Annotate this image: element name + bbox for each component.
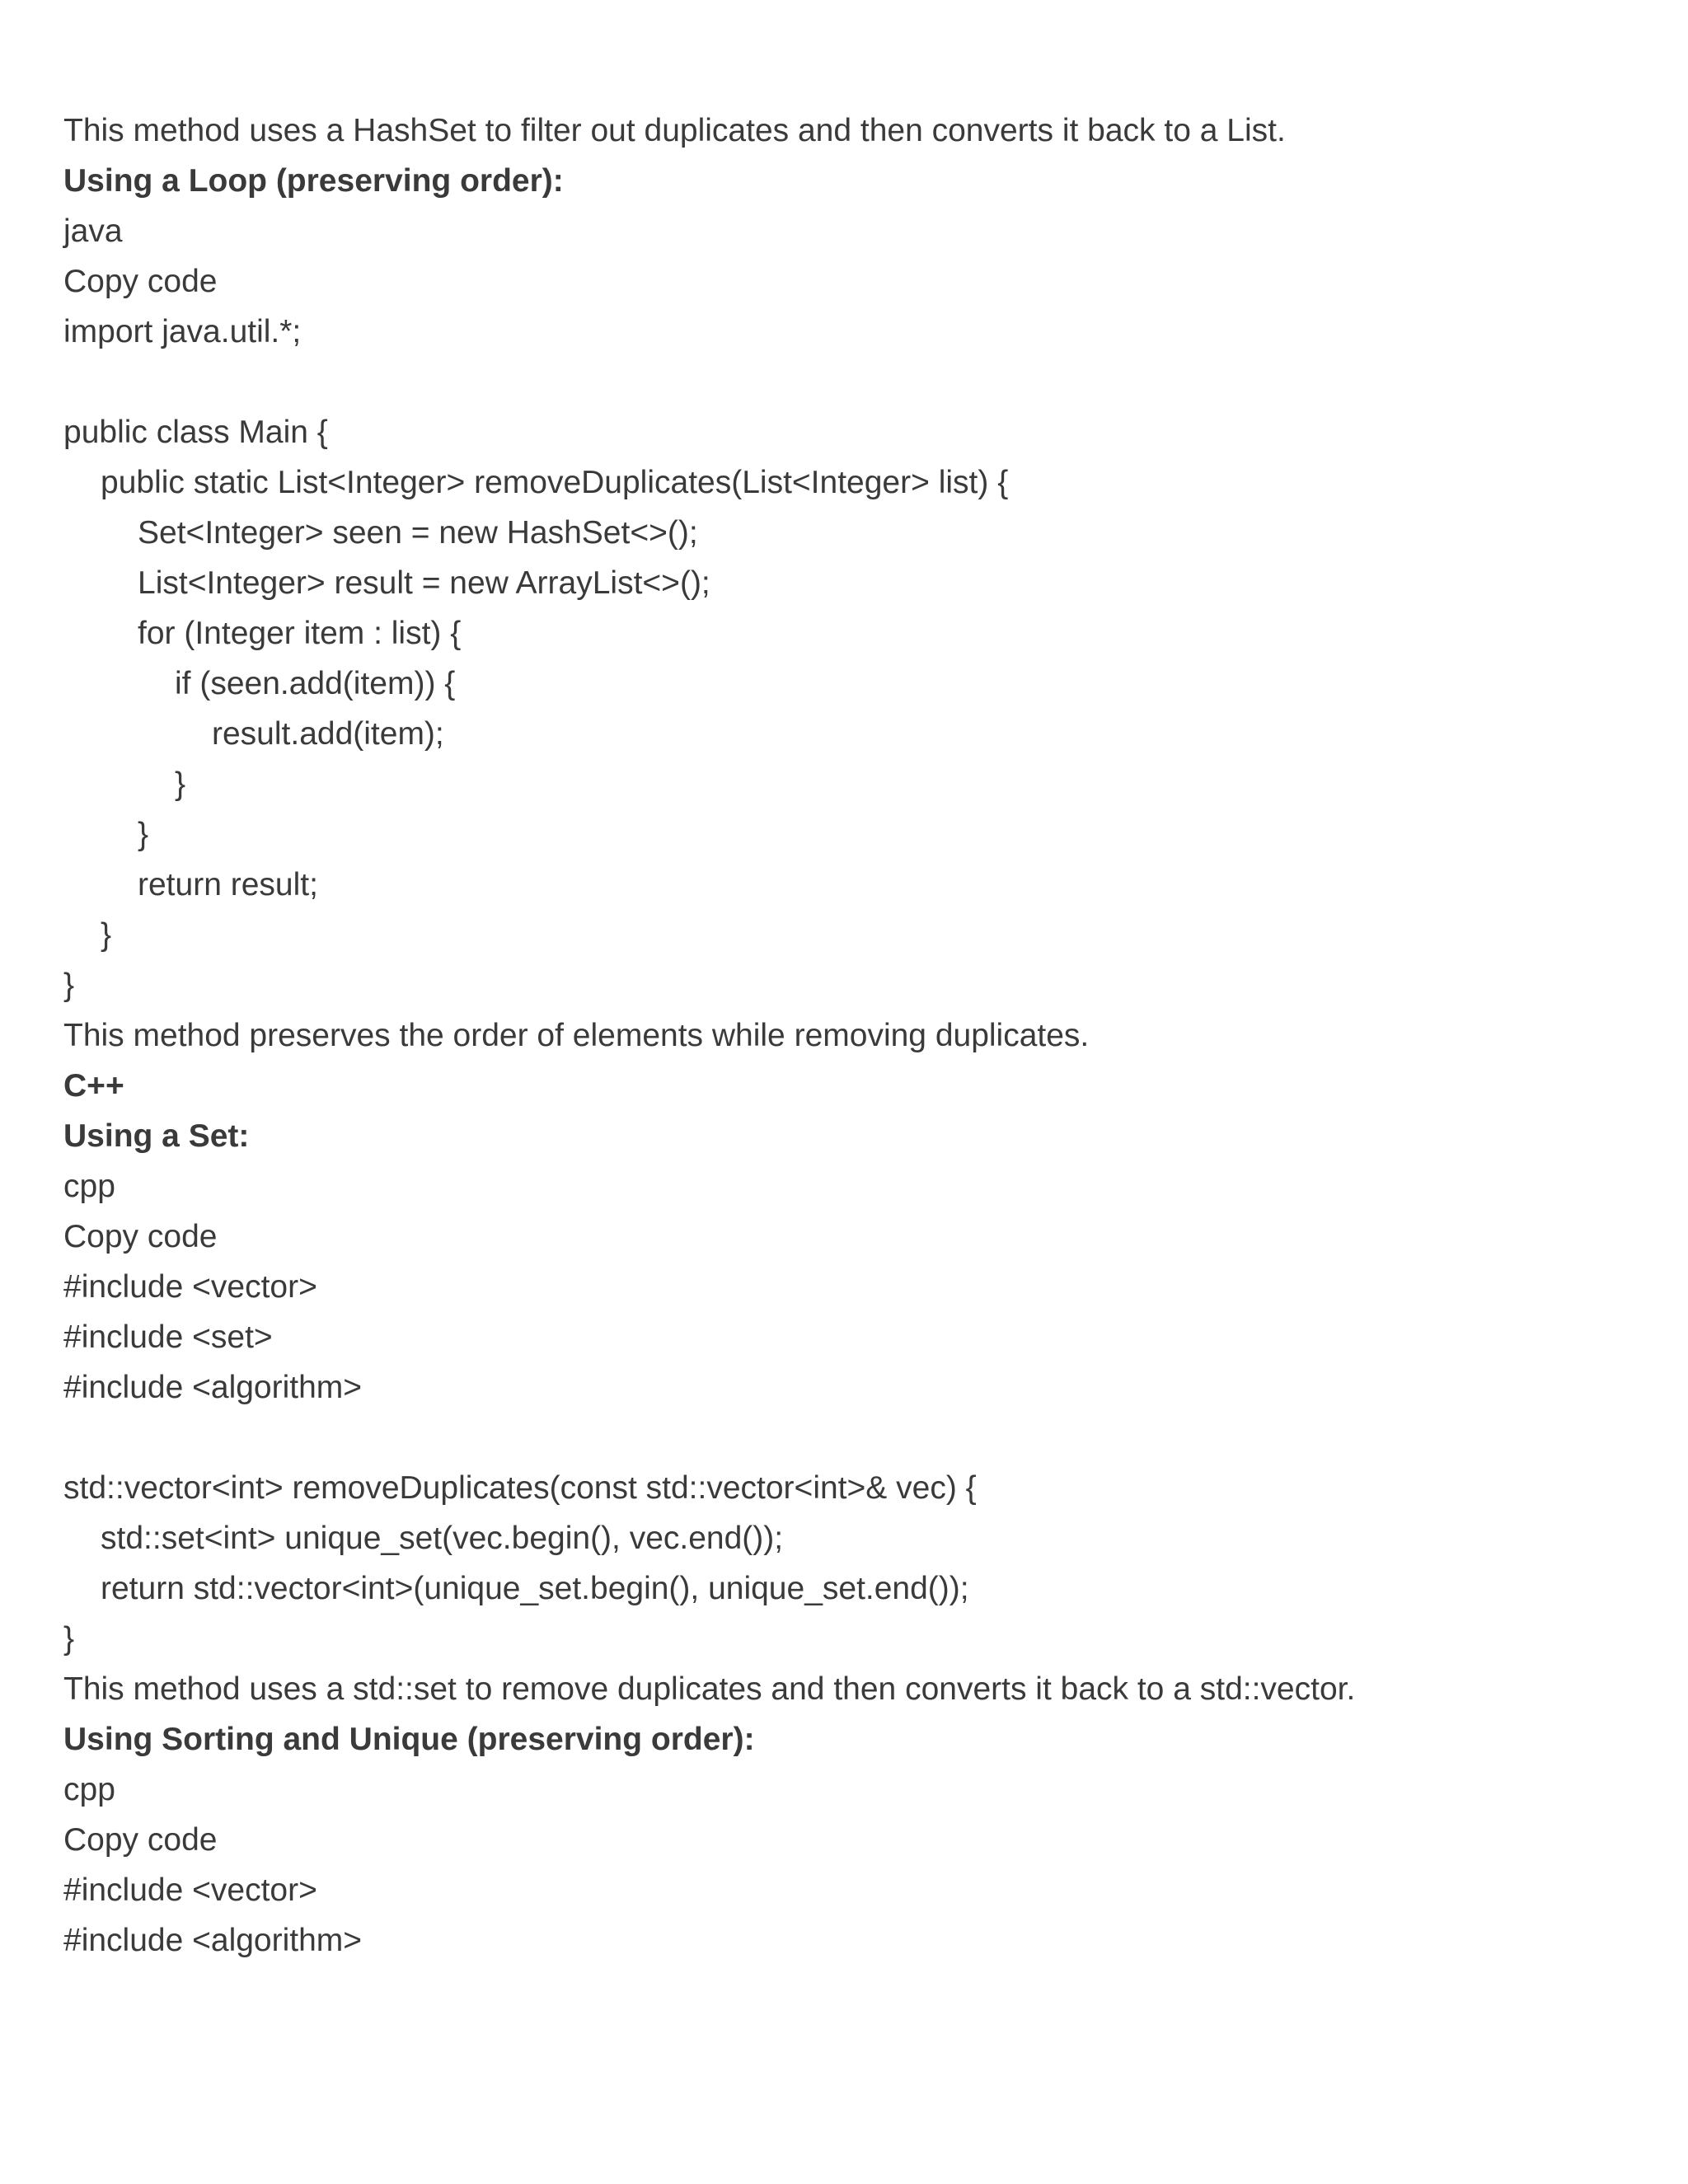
- code-line: std::set<int> unique_set(vec.begin(), vec.end());: [101, 1521, 784, 1556]
- cpp-section-title: C++: [63, 1068, 124, 1104]
- code-line: List<Integer> result = new ArrayList<>();: [138, 565, 710, 601]
- cpp-sort-unique-language-label: cpp: [63, 1772, 115, 1807]
- cpp-set-explanation: This method uses a std::set to remove duplicates and then converts it back to a std::vector.: [63, 1671, 1356, 1707]
- java-loop-explanation: This method preserves the order of elements while removing duplicates.: [63, 1018, 1090, 1053]
- java-copy-code-button[interactable]: Copy code: [63, 264, 218, 299]
- document-content: [63, 105, 1629, 1966]
- code-line: #include <algorithm>: [63, 1370, 363, 1405]
- cpp-sort-unique-heading: Using Sorting and Unique (preserving order):: [63, 1722, 755, 1757]
- java-loop-heading: Using a Loop (preserving order):: [63, 163, 564, 199]
- code-blank-line: [63, 357, 1629, 407]
- code-line: #include <vector>: [63, 1269, 317, 1305]
- code-line: if (seen.add(item)) {: [175, 666, 456, 701]
- code-line: public static List<Integer> removeDuplicates(List<Integer> list) {: [101, 465, 1009, 500]
- code-line: #include <vector>: [63, 1872, 317, 1908]
- cpp-set-code-block: [63, 1262, 1629, 1664]
- code-line: }: [138, 817, 149, 852]
- code-line: for (Integer item : list) {: [138, 616, 462, 651]
- cpp-set-language-label: cpp: [63, 1169, 115, 1204]
- code-line: return result;: [138, 867, 318, 902]
- code-blank-line: [63, 1413, 1629, 1463]
- code-line: #include <algorithm>: [63, 1923, 363, 1958]
- cpp-set-heading: Using a Set:: [63, 1118, 250, 1154]
- code-line: #include <set>: [63, 1319, 273, 1355]
- java-code-language-label: java: [63, 213, 123, 249]
- java-hashset-explanation: This method uses a HashSet to filter out duplicates and then converts it back to a List.: [63, 113, 1286, 148]
- code-line: import java.util.*;: [63, 314, 302, 349]
- cpp-sort-unique-code-block: [63, 1865, 1629, 1966]
- code-line: }: [175, 766, 186, 802]
- code-line: return std::vector<int>(unique_set.begin(), unique_set.end());: [101, 1571, 969, 1606]
- code-line: public class Main {: [63, 415, 328, 450]
- cpp-set-copy-code-button[interactable]: Copy code: [63, 1219, 218, 1254]
- code-line: }: [101, 917, 112, 953]
- code-line: Set<Integer> seen = new HashSet<>();: [138, 515, 698, 551]
- code-line: }: [63, 968, 75, 1003]
- code-line: result.add(item);: [212, 716, 444, 752]
- cpp-sort-unique-copy-code-button[interactable]: Copy code: [63, 1822, 218, 1858]
- code-line: }: [63, 1621, 75, 1657]
- code-line: std::vector<int> removeDuplicates(const std::vector<int>& vec) {: [63, 1470, 977, 1506]
- java-code-block: [63, 307, 1629, 1010]
